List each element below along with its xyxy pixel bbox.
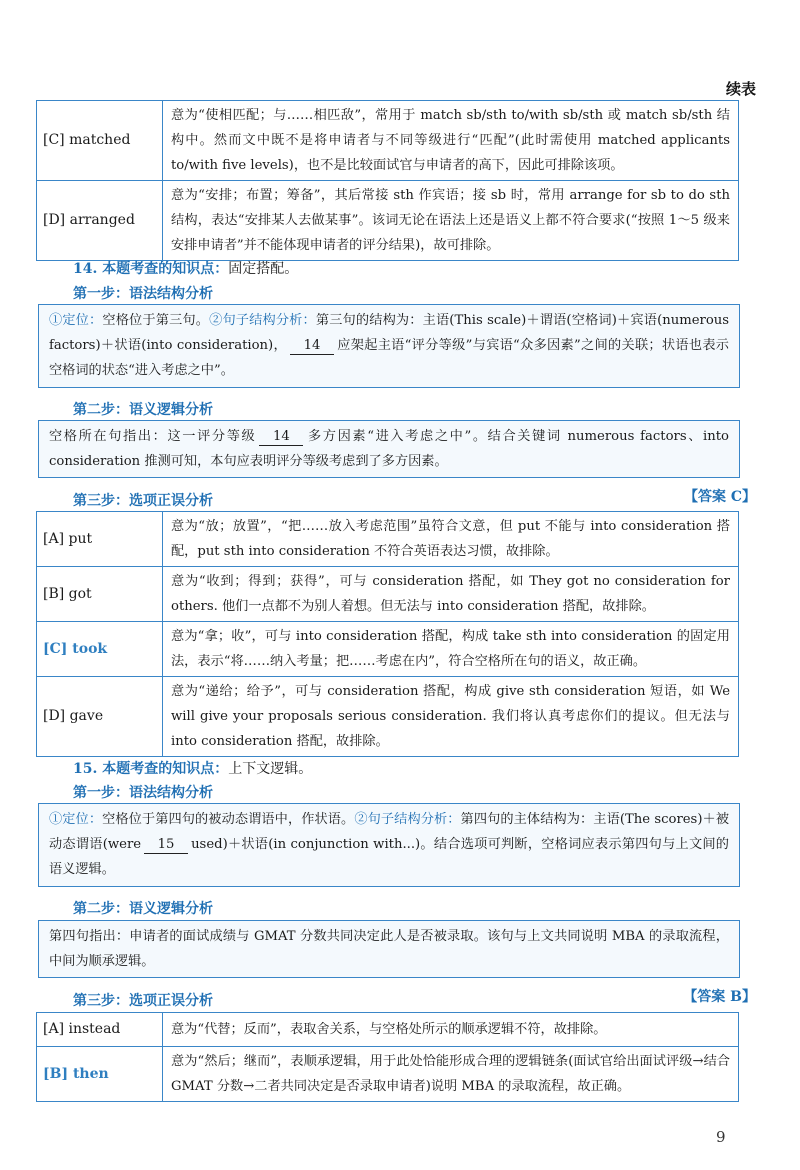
locate-tag: ①定位： xyxy=(49,313,103,328)
continued-label: 续表 xyxy=(725,80,756,98)
table-row xyxy=(37,567,739,622)
semantic-text-a: 空格所在句指出：这一评分等级 xyxy=(49,429,257,444)
table-row xyxy=(37,512,739,567)
option-label-correct: [B] then xyxy=(37,1047,163,1102)
q14-step1-box xyxy=(38,304,740,388)
q14-heading xyxy=(73,258,298,278)
structure-tag: ②句子结构分析： xyxy=(209,313,316,328)
option-explanation: 意为“代替；反而”，表取舍关系，与空格处所示的顺承逻辑不符，故排除。 xyxy=(163,1013,739,1047)
q15-step3-title: 第三步：选项正误分析 xyxy=(73,993,213,1009)
locate-text: 空格位于第四句的被动态谓语中，作状语。 xyxy=(102,812,355,827)
option-explanation: 意为“递给；给予”，可与 consideration 搭配，构成 give sth consideration 短语，如 We will give your proposals serious consideration. 我们将认真考虑你们的提议。但无法与 into consideration 搭配，故排除。 xyxy=(163,677,739,757)
option-label: [D] arranged xyxy=(37,181,163,261)
option-explanation: 意为“收到；得到；获得”，可与 consideration 搭配，如 They got no consideration for others. 他们一点都不为别人着想。但无法与 into consideration 搭配，故排除。 xyxy=(163,567,739,622)
q15-answer: 【答案 B】 xyxy=(683,989,756,1005)
q15-heading-number: 15. 本题考查的知识点： xyxy=(73,761,229,777)
locate-tag: ①定位： xyxy=(49,812,103,827)
option-explanation: 意为“使相匹配；与……相匹敌”，常用于 match sb/sth to/with sb/sth 或 match sb/sth 结构中。然而文中既不是将申请者与不同等级进行“匹配”(此时需使用 matched applicants to/with five levels)，也不是比较面试官与申请者的高下，因此可排除该项。 xyxy=(163,101,739,181)
q14-answer: 【答案 C】 xyxy=(683,489,756,505)
structure-tag: ②句子结构分析： xyxy=(354,812,461,827)
table-row xyxy=(37,1047,739,1102)
q15-heading xyxy=(73,758,312,778)
semantic-text-b: 多方因素“进入考虑之中”。结合关键词 numerous factors、into consideration 推测可知，本句应表明评分等级考虑到了多方因素。 xyxy=(49,429,729,469)
q14-step2-title: 第二步：语义逻辑分析 xyxy=(73,402,213,418)
q15-step2-title: 第二步：语义逻辑分析 xyxy=(73,901,213,917)
option-label-correct: [C] took xyxy=(37,622,163,677)
table-row xyxy=(37,101,739,181)
q14-step3-title: 第三步：选项正误分析 xyxy=(73,493,213,509)
semantic-text: 第四句指出：申请者的面试成绩与 GMAT 分数共同决定此人是否被录取。该句与上文共同说明 MBA 的录取流程，中间为顺承逻辑。 xyxy=(49,929,729,969)
page-number: 9 xyxy=(716,1128,726,1146)
table-row xyxy=(37,1013,739,1047)
q14-options-table xyxy=(36,511,739,757)
option-label: [B] got xyxy=(37,567,163,622)
structure-text-a: 第三句的结构为：主语(This scale)＋谓语(空格词)＋宾语(numerous factors)＋状语(into consideration)， xyxy=(49,313,730,353)
structure-text-a: 第四句的主体结构为：主语(The scores)＋被动态谓语(were xyxy=(49,812,730,852)
table-row xyxy=(37,677,739,757)
q15-step2-box xyxy=(38,920,740,978)
structure-text-b: 应架起主语“评分等级”与宾语“众多因素”之间的关联；状语也表示空格词的状态“进入考虑之中”。 xyxy=(49,338,729,378)
q15-options-table xyxy=(36,1012,739,1102)
option-explanation: 意为“然后；继而”，表顺承逻辑，用于此处恰能形成合理的逻辑链条(面试官给出面试评级→结合 GMAT 分数→二者共同决定是否录取申请者)说明 MBA 的录取流程，故正确。 xyxy=(163,1047,739,1102)
q13-options-table xyxy=(36,100,739,261)
q14-heading-topic: 固定搭配。 xyxy=(228,261,299,277)
blank-14: 14 xyxy=(290,338,334,355)
table-row xyxy=(37,622,739,677)
table-row xyxy=(37,181,739,261)
blank-15: 15 xyxy=(144,837,188,854)
structure-text-b: used)＋状语(in conjunction with...)。结合选项可判断，空格词应表示第四句与上文间的语义逻辑。 xyxy=(49,837,729,877)
q15-step1-box xyxy=(38,803,740,887)
option-explanation: 意为“放；放置”，“把……放入考虑范围”虽符合文意，但 put 不能与 into consideration 搭配，put sth into consideration 不符合英语表达习惯，故排除。 xyxy=(163,512,739,567)
q14-step2-box xyxy=(38,420,740,478)
q14-heading-number: 14. 本题考查的知识点： xyxy=(73,261,229,277)
q15-step1-title: 第一步：语法结构分析 xyxy=(73,785,213,801)
q15-heading-topic: 上下文逻辑。 xyxy=(228,761,313,777)
q14-step1-title: 第一步：语法结构分析 xyxy=(73,286,213,302)
option-label: [A] put xyxy=(37,512,163,567)
blank-14: 14 xyxy=(259,429,303,446)
option-label: [A] instead xyxy=(37,1013,163,1047)
option-explanation: 意为“安排；布置；筹备”，其后常接 sth 作宾语；接 sb 时，常用 arrange for sb to do sth 结构，表达“安排某人去做某事”。该词无论在语法上还是语义上都不符合要求(“按照 1～5 级来安排申请者”并不能体现申请者的评分结果)，故可排除。 xyxy=(163,181,739,261)
option-label: [D] gave xyxy=(37,677,163,757)
option-label: [C] matched xyxy=(37,101,163,181)
locate-text: 空格位于第三句。 xyxy=(102,313,210,328)
option-explanation: 意为“拿；收”，可与 into consideration 搭配，构成 take sth into consideration 的固定用法，表示“将……纳入考量；把……考虑在内”，符合空格所在句的语义，故正确。 xyxy=(163,622,739,677)
